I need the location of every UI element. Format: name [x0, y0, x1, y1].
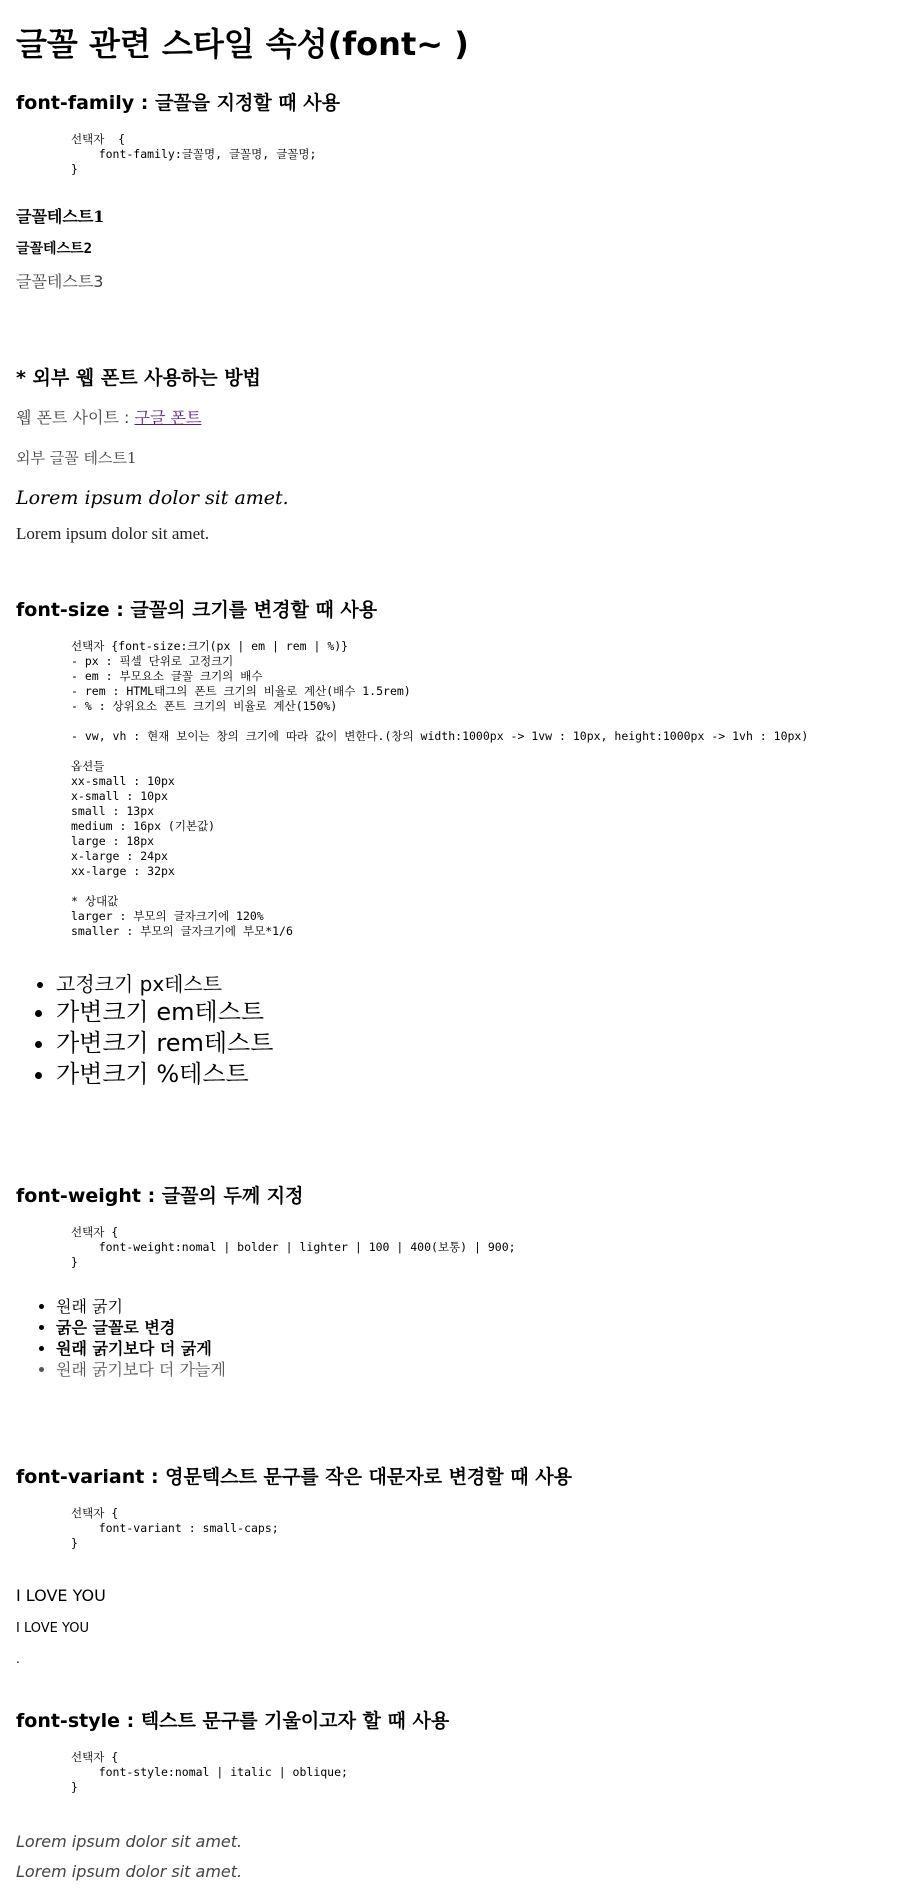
list-item: • 가변크기 %테스트	[56, 1059, 897, 1090]
font-variant-section	[16, 1464, 897, 1670]
web-font-site-line	[16, 407, 897, 429]
font-size-section	[16, 597, 897, 1091]
font-style-section	[16, 1708, 897, 1883]
font-weight-list	[16, 1296, 897, 1380]
web-font-test-1: 외부 글꼴 테스트1	[16, 449, 137, 467]
lorem-serif-text: Lorem ipsum dolor sit amet.	[16, 524, 210, 543]
variant-normal-text: I LOVE YOU	[16, 1585, 106, 1605]
list-item: • 가변크기 em테스트	[56, 997, 897, 1028]
font-weight-code: 선택자 { font-weight:nomal | bolder | lighter | 100 | 400(보통) | 900; }	[71, 1224, 516, 1269]
list-item: • 원래 굵기	[56, 1296, 897, 1317]
variant-dot: .	[16, 1651, 20, 1666]
font-test-1: 글꼴테스트1	[16, 207, 105, 226]
font-test-2: 글꼴테스트2	[16, 241, 93, 257]
list-item: • 굵은 글꼴로 변경	[56, 1317, 897, 1338]
lorem-script-text: Lorem ipsum dolor sit amet.	[16, 487, 289, 509]
web-font-site-label: 웹 폰트 사이트 :	[16, 408, 135, 427]
font-weight-heading: font-weight : 글꼴의 두께 지정	[16, 1184, 304, 1207]
font-family-heading: font-family : 글꼴을 지정할 때 사용	[16, 92, 340, 114]
list-item: • 원래 굵기보다 더 굵게	[56, 1338, 897, 1359]
style-italic-text: Lorem ipsum dolor sit amet.	[16, 1831, 243, 1851]
style-oblique-text: Lorem ipsum dolor sit amet.	[16, 1861, 243, 1881]
font-weight-section	[16, 1183, 897, 1380]
font-family-code: 선택자 { font-family:글꼴명, 글꼴명, 글꼴명; }	[71, 132, 317, 176]
page-title: 글꼴 관련 스타일 속성(font~ )	[16, 25, 469, 63]
font-style-code: 선택자 { font-style:nomal | italic | oblique; }	[71, 1749, 348, 1794]
font-style-heading: font-style : 텍스트 문구를 기울이고자 할 때 사용	[16, 1709, 450, 1732]
web-font-section	[16, 365, 897, 545]
list-item: • 가변크기 rem테스트	[56, 1028, 897, 1059]
font-size-code: 선택자 {font-size:크기(px | em | rem | %)} - px : 픽셀 단위로 고정크기 - em : 부모요소 글꼴 크기의 배수 - rem : HTML태그의 폰트 크기의 비율로 계산(배수 1.5rem) - % : 상위요소 폰트 크기의 비율로 계산(150%) - vw, vh : 현재 보이는 창의 크기에 따라 값이 변한다.(창의 width:1000px -> 1vw : 10px, height:1000px -> 1vh : 10px) 옵션들 xx-small : 10px x-small : 10px small : 13px medium : 16px (기본값) large : 18px x-large : 24px xx-large : 32px * 상대값 larger : 부모의 글자크기에 120% smaller : 부모의 글자크기에 부모*1/6	[71, 639, 809, 938]
font-size-heading: font-size : 글꼴의 크기를 변경할 때 사용	[16, 599, 378, 621]
web-font-heading: * 외부 웹 폰트 사용하는 방법	[16, 367, 261, 389]
font-test-3: 글꼴테스트3	[16, 272, 104, 291]
list-item: • 원래 굵기보다 더 가늘게	[56, 1359, 897, 1380]
variant-small-caps-text: I LOVE YOU	[16, 1620, 89, 1636]
list-item: • 고정크기 px테스트	[56, 971, 897, 997]
google-fonts-link[interactable]: 구글 폰트	[134, 408, 202, 427]
font-variant-code: 선택자 { font-variant : small-caps; }	[71, 1505, 279, 1550]
font-size-list	[16, 971, 897, 1091]
font-family-section	[16, 90, 897, 293]
font-variant-heading: font-variant : 영문텍스트 문구를 작은 대문자로 변경할 때 사용	[16, 1465, 572, 1488]
